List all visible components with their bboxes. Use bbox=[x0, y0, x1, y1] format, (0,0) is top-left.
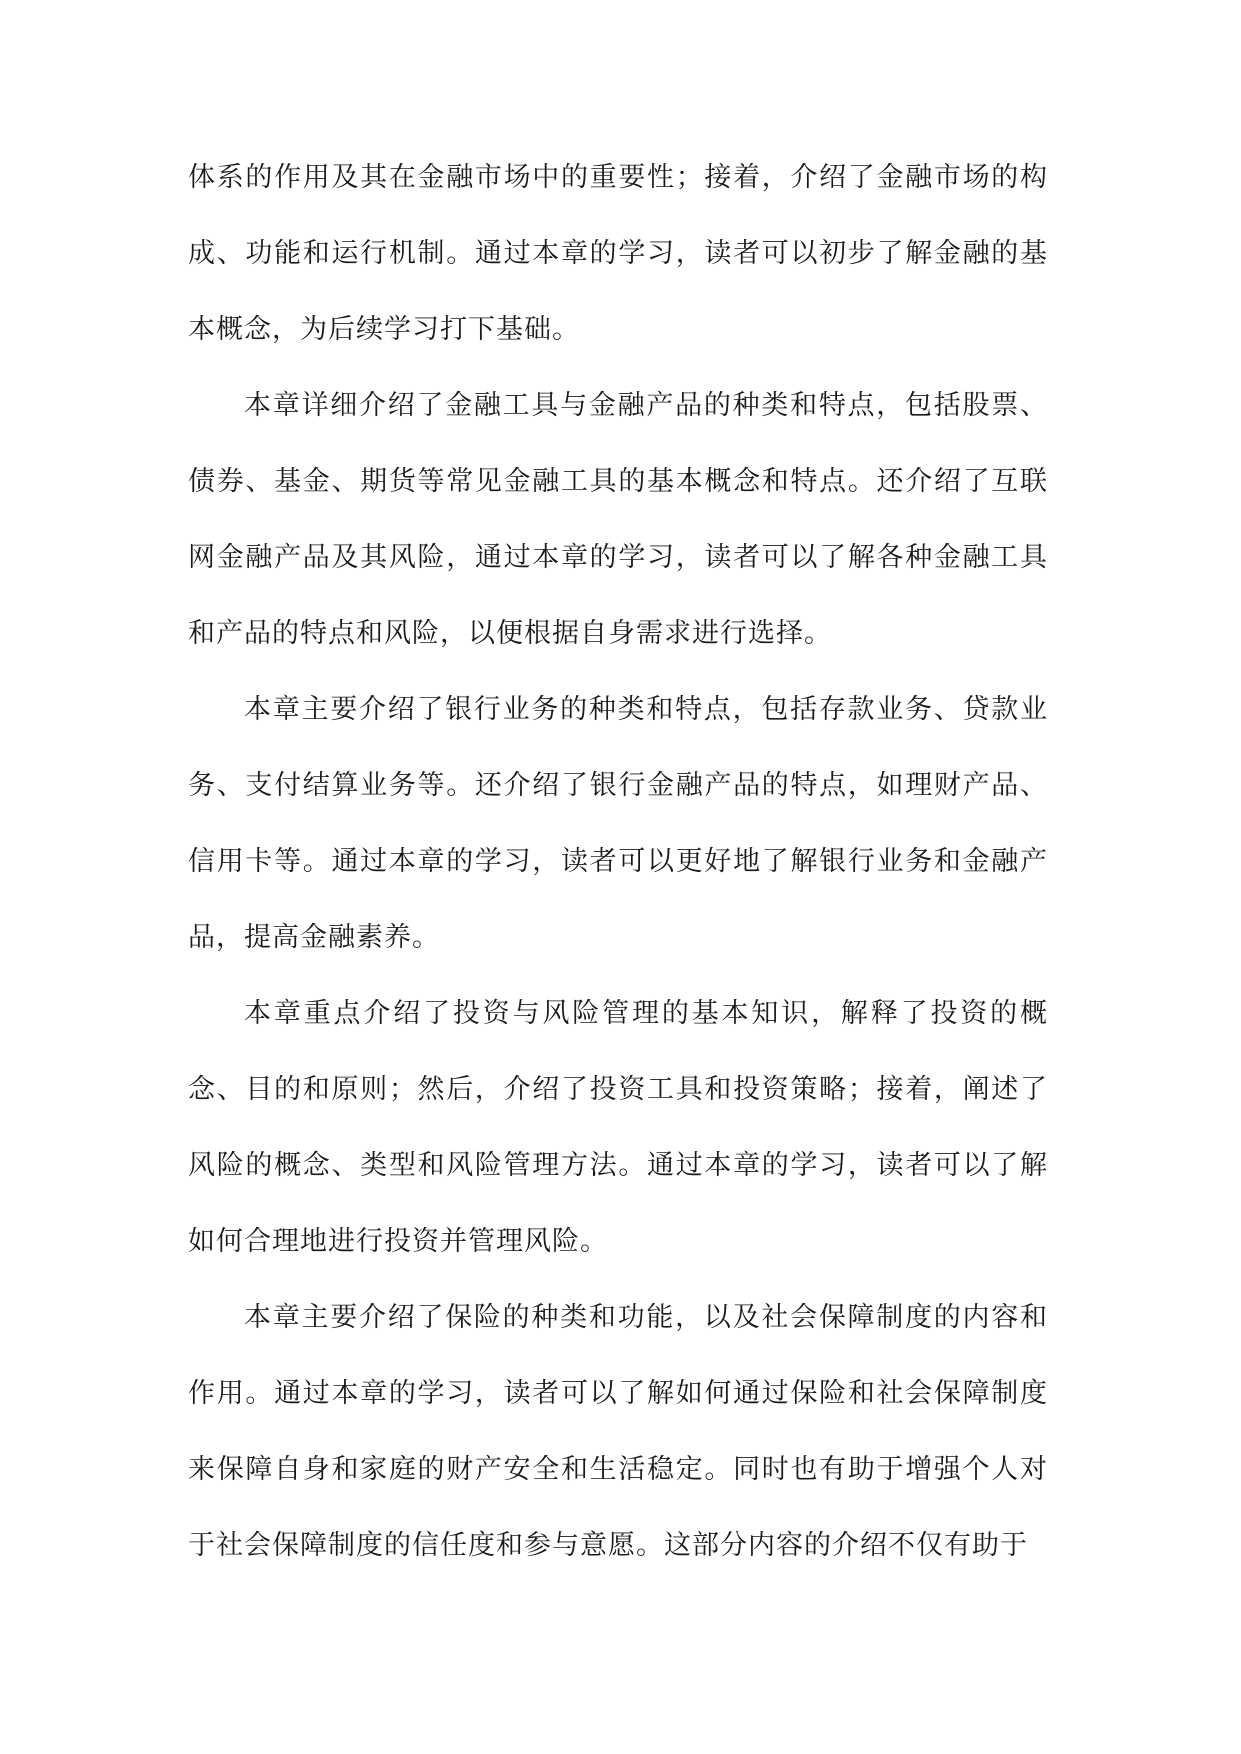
body-text bbox=[188, 140, 1048, 1584]
paragraph-2: 本章详细介绍了金融工具与金融产品的种类和特点，包括股票、债券、基金、期货等常见金融工具的基本概念和特点。还介绍了互联网金融产品及其风险，通过本章的学习，读者可以了解各种金融工具和产品的特点和风险，以便根据自身需求进行选择。 bbox=[188, 390, 1048, 649]
paragraph-4: 本章重点介绍了投资与风险管理的基本知识，解释了投资的概念、目的和原则；然后，介绍了投资工具和投资策略；接着，阐述了风险的概念、类型和风险管理方法。通过本章的学习，读者可以了解如何合理地进行投资并管理风险。 bbox=[188, 998, 1048, 1257]
paragraph-1: 体系的作用及其在金融市场中的重要性；接着，介绍了金融市场的构成、功能和运行机制。通过本章的学习，读者可以初步了解金融的基本概念，为后续学习打下基础。 bbox=[188, 162, 1048, 345]
paragraph-5: 本章主要介绍了保险的种类和功能，以及社会保障制度的内容和作用。通过本章的学习，读者可以了解如何通过保险和社会保障制度来保障自身和家庭的财产安全和生活稳定。同时也有助于增强个人对于社会保障制度的信任度和参与意愿。这部分内容的介绍不仅有助于 bbox=[188, 1302, 1048, 1561]
paragraph-3: 本章主要介绍了银行业务的种类和特点，包括存款业务、贷款业务、支付结算业务等。还介绍了银行金融产品的特点，如理财产品、信用卡等。通过本章的学习，读者可以更好地了解银行业务和金融产品，提高金融素养。 bbox=[188, 694, 1048, 953]
